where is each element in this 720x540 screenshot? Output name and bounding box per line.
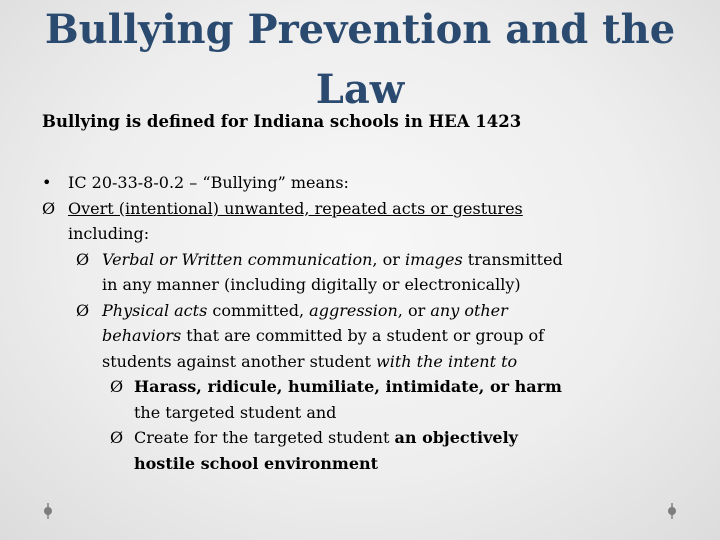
bullet-overt bbox=[42, 196, 682, 222]
bullet-overt-cont bbox=[42, 221, 682, 247]
bullet-physical bbox=[42, 298, 682, 324]
arrow-bullet-icon: Ø bbox=[76, 300, 90, 320]
arrow-bullet-icon: Ø bbox=[76, 249, 90, 269]
behaviors-text: behaviors bbox=[102, 326, 182, 345]
arrow-bullet-icon: Ø bbox=[110, 428, 124, 447]
bullet-overt-line2: including: bbox=[68, 224, 150, 243]
objectively-text: an objectively bbox=[394, 428, 518, 447]
physical-rest-text: that are committed by a student or group of bbox=[181, 326, 545, 345]
bullet-hostile-cont bbox=[42, 451, 682, 477]
verbal-written-text: Verbal or Written communication bbox=[102, 249, 373, 269]
any-other-text: any other bbox=[430, 300, 508, 320]
left-pin-icon bbox=[44, 507, 52, 515]
bullet-harass-cont bbox=[42, 400, 682, 426]
arrow-bullet-icon: Ø bbox=[42, 198, 56, 218]
bullet-statute bbox=[42, 170, 682, 196]
physical-acts-text: Physical acts bbox=[102, 300, 208, 320]
verbal-or-text: , or bbox=[372, 249, 405, 269]
slide-title: Bullying Prevention and the Law bbox=[44, 6, 676, 113]
bullet-hostile bbox=[42, 425, 682, 451]
slide-subtitle: Bullying is defined for Indiana schools in HEA 1423 bbox=[42, 112, 522, 131]
bullet-physical-cont bbox=[42, 323, 682, 349]
bullet-statute-text: IC 20-33-8-0.2 – “Bullying” means: bbox=[68, 173, 349, 192]
harass-text: Harass, ridicule, humiliate, intimidate, or harm bbox=[134, 377, 562, 396]
physical-or-text: , or bbox=[397, 300, 431, 320]
aggression-text: aggression bbox=[309, 300, 398, 320]
bullet-verbal-cont bbox=[42, 272, 682, 298]
students-against-text: students against another student bbox=[102, 351, 377, 371]
hostile-env-text: hostile school environment bbox=[134, 453, 379, 473]
images-text: images bbox=[404, 249, 463, 269]
right-pin-icon bbox=[668, 507, 676, 515]
create-text: Create for the targeted student bbox=[134, 428, 395, 447]
bullet-dot-icon: • bbox=[42, 173, 52, 192]
bullet-list bbox=[42, 170, 682, 476]
bullet-verbal bbox=[42, 247, 682, 273]
bullet-physical-cont2 bbox=[42, 349, 682, 375]
committed-text: committed, bbox=[207, 300, 310, 320]
bullet-overt-line1: Overt (intentional) unwanted, repeated acts or gestures bbox=[68, 198, 523, 218]
bullet-harass bbox=[42, 374, 682, 400]
verbal-line2: in any manner (including digitally or electronically) bbox=[102, 275, 521, 294]
arrow-bullet-icon: Ø bbox=[110, 377, 124, 396]
transmitted-text: transmitted bbox=[462, 249, 563, 269]
intent-text: with the intent to bbox=[376, 351, 518, 371]
harass-line2: the targeted student and bbox=[134, 402, 337, 422]
